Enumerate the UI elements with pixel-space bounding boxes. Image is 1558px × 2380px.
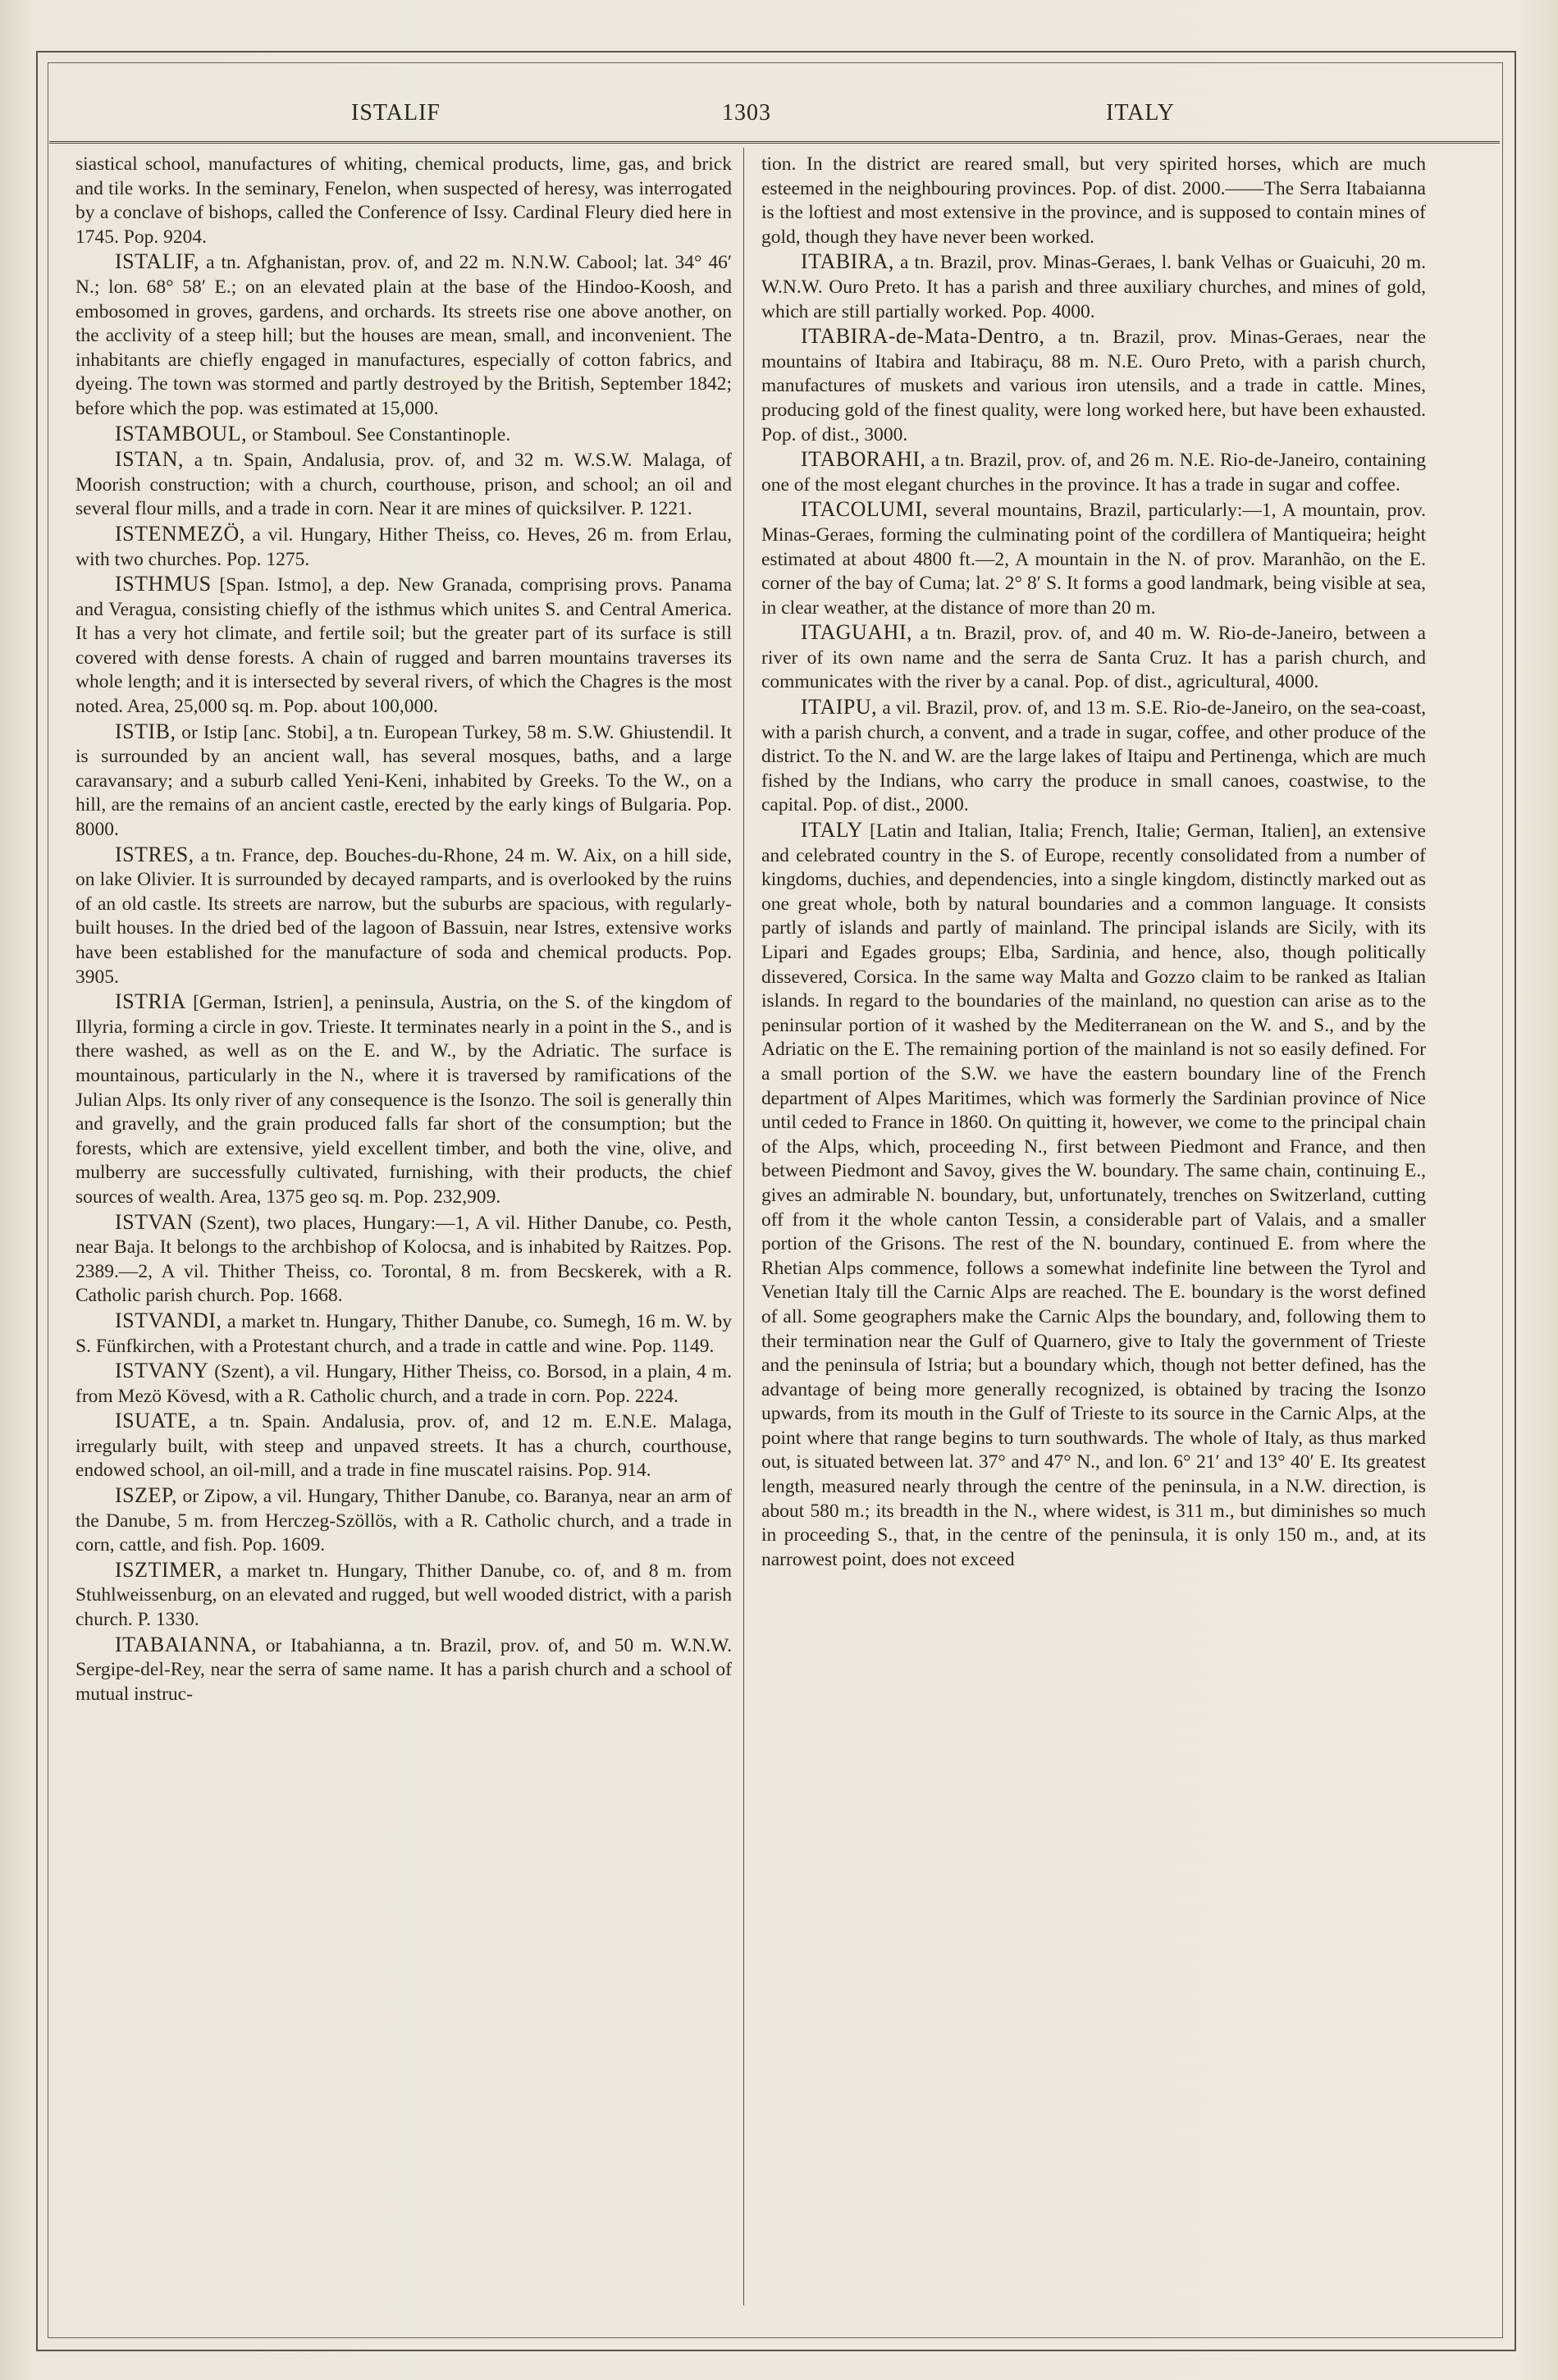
entry — [761, 497, 1426, 620]
running-header — [48, 92, 1501, 135]
entry-headword: ITABAIANNA, — [115, 1632, 258, 1656]
entry — [75, 719, 732, 843]
entry-text: a market tn. Hungary, Thither Danube, co. of, and 8 m. from Stuhlweissenburg, on an elevated and rugged, but well wooded district, with a parish church. P. 1330. — [75, 1560, 732, 1631]
entry-text: tion. In the district are reared small, but very spirited horses, which are much esteemed in the neighbouring provinces. Pop. of dist. 2000.——The Serra Itabaianna is the loftiest and most extensive in the province, and is supposed to contain mines of gold, though they have never been worked. — [761, 153, 1426, 248]
entry-text: (Szent), a vil. Hungary, Hither Theiss, co. Borsod, in a plain, 4 m. from Mezö Kövesd, with a R. Catholic church, and a trade in corn. Pop. 2224. — [75, 1361, 732, 1407]
entry — [75, 1309, 732, 1359]
entry — [75, 1483, 732, 1558]
entry-headword: ITABIRA, — [801, 249, 894, 274]
entry — [75, 1558, 732, 1633]
entry-text: a tn. Spain. Andalusia, prov. of, and 12 m. E.N.E. Malaga, irregularly built, with steep and unpaved streets. It has a church, courthouse, endowed school, an oil-mill, and a trade in fine muscatel raisins. Pop. 914. — [75, 1411, 732, 1482]
entry — [75, 522, 732, 572]
entry — [75, 989, 732, 1209]
page-number: 1303 — [722, 100, 771, 126]
entry-headword: ITABIRA-de-Mata-Dentro, — [801, 324, 1045, 349]
entry-text: [Latin and Italian, Italia; French, Italie; German, Italien], an extensive and celebrated country in the S. of Europe, recently consolidated from a number of kingdoms, duchies, and dependencies, into a single kingdom, distinctly marked out as one great whole, both by natural boundaries and a common language. It consists partly of islands and partly of mainland. The principal islands are Sicily, with its Lipari and Egades groups; Elba, Sardinia, and hence, also, though politically dissevered, Corsica. In the same way Malta and Gozzo claim to be ranked as Italian islands. In regard to the boundaries of the mainland, no question can arise as to the peninsular portion of it washed by the Mediterranean on the W. and S., and by the Adriatic on the E. The remaining portion of the mainland is not so easily defined. For a small portion of the S.W. we have the eastern boundary line of the French department of Alpes Maritimes, which was formerly the Sardinian province of Nice until ceded to France in 1860. On quitting it, however, we come to the principal chain of the Alps, which, proceeding N., first between Piedmont and France, and then between Piedmont and Savoy, gives the W. boundary. The same chain, continuing E., gives an admirable N. boundary, but, unfortunately, trenches on Switzerland, cutting off from it the whole canton Tessin, a considerable part of Valais, and a smaller portion of the Grisons. The rest of the N. boundary, continued E. from where the Rhetian Alps commence, follows a somewhat indefinite line between the Tyrol and Venetian Italy till the Carnic Alps are reached. The E. boundary is the worst defined of all. Some geographers make the Carnic Alps the boundary, and, following them to their termination near the Gulf of Quarnero, give to Italy the government of Trieste and the peninsula of Istria; but a boundary which, though not better defined, has the advantage of being more generally recognized, is obtained by tracing the Isonzo upwards, from its mouth in the Gulf of Trieste to its source in the Carnic Alps, at the point where that range begins to turn southwards. The whole of Italy, as thus marked out, is situated between lat. 37° and 47° N., and lon. 6° 21′ and 13° 40′ E. Its greatest length, measured nearly through the centre of the peninsula, in a N.W. direction, is about 580 m.; its breadth in the N., where widest, is 311 m., but diminishes so much in proceeding S., that, in the centre of the peninsula, it is only 150 m., and, at its narrowest point, does not exceed — [761, 820, 1426, 1570]
entry — [75, 1359, 732, 1409]
entry-text: a tn. Brazil, prov. of, and 40 m. W. Rio-de-Janeiro, between a river of its own name and the serra de Santa Cruz. It has a parish church, and communicates with the river by a canal. Pop. of dist., agricultural, 4000. — [761, 623, 1426, 693]
entry-headword: ISZEP, — [115, 1483, 177, 1508]
entry-headword: ISUATE, — [115, 1409, 197, 1433]
entry — [761, 818, 1426, 1572]
entry — [75, 843, 732, 990]
entry-headword: ISTVAN — [115, 1209, 193, 1234]
entry-text: a tn. Brazil, prov. of, and 26 m. N.E. Rio-de-Janeiro, containing one of the most elegant churches in the province. It has a trade in sugar and coffee. — [761, 450, 1426, 496]
entry — [761, 620, 1426, 695]
entry-headword: ISTENMEZÖ, — [115, 521, 245, 546]
entry — [75, 572, 732, 719]
entry-headword: ITABORAHI, — [801, 447, 926, 472]
entry-text: a market tn. Hungary, Thither Danube, co. Sumegh, 16 m. W. by S. Fünfkirchen, with a Protestant church, and a trade in cattle and wine. Pop. 1149. — [75, 1310, 732, 1357]
entry — [761, 249, 1426, 324]
entry-headword: ISTALIF, — [115, 249, 200, 274]
entry-headword: ISTIB, — [115, 719, 176, 743]
entry-headword: ISTVANY — [115, 1359, 209, 1383]
entry-text: several mountains, Brazil, particularly:—1, A mountain, prov. Minas-Geraes, forming the culminating point of the cordillera of Mantiqueira; height estimated at about 4800 ft.—2, A mountain in the N. of prov. Maranhão, on the E. corner of the bay of Cuma; lat. 2° 8′ S. It forms a good landmark, being visible at sea, in clear weather, at the distance of more than 20 m. — [761, 500, 1426, 619]
left-column — [75, 153, 732, 1706]
header-left-guide-word: ISTALIF — [351, 100, 441, 126]
entry-text: (Szent), two places, Hungary:—1, A vil. Hither Danube, co. Pesth, near Baja. It belongs to the archbishop of Kolocsa, and is inhabited by Raitzes. Pop. 2389.—2, A vil. Thither Theiss, co. Torontal, 8 m. from Becskerek, with a R. Catholic parish church. Pop. 1668. — [75, 1212, 732, 1307]
entry-text: a tn. Afghanistan, prov. of, and 22 m. N.N.W. Cabool; lat. 34° 46′ N.; lon. 68° 58′ E.; on an elevated plain at the base of the Hindoo-Koosh, and embosomed in groves, gardens, and orchards. Its streets rise one above another, on the acclivity of a steep hill; but the houses are mean, small, and inconvenient. The inhabitants are chiefly engaged in manufactures, especially of cotton fabrics, and dyeing. The town was stormed and partly destroyed by the British, September 1842; before which the pop. was estimated at 15,000. — [75, 252, 732, 419]
entry — [75, 422, 732, 448]
entry-headword: ISTRES, — [115, 842, 194, 866]
entry-headword: ISZTIMER, — [115, 1557, 222, 1582]
entry-text: a tn. Spain, Andalusia, prov. of, and 32 m. W.S.W. Malaga, of Moorish construction; with a church, courthouse, prison, and school; an oil and several flour mills, and a trade in corn. Near it are mines of quicksilver. P. 1221. — [75, 450, 732, 520]
entry-text: siastical school, manufactures of whiting, chemical products, lime, gas, and brick and tile works. In the seminary, Fenelon, when suspected of heresy, was interrogated by a conclave of bishops, called the Conference of Issy. Cardinal Fleury died here in 1745. Pop. 9204. — [75, 153, 732, 248]
entry-headword: ISTHMUS — [115, 572, 212, 596]
entry-headword: ISTAMBOUL, — [115, 421, 248, 445]
entry — [75, 1409, 732, 1483]
entry-headword: ISTRIA — [115, 989, 186, 1014]
entry — [75, 1210, 732, 1309]
entry — [761, 447, 1426, 497]
entry-text: or Zipow, a vil. Hungary, Thither Danube, co. Baranya, near an arm of the Danube, 5 m. from Herczeg-Szöllös, with a R. Catholic church, and a trade in corn, cattle, and fish. Pop. 1609. — [75, 1486, 732, 1556]
entry-text: or Istip [anc. Stobi], a tn. European Turkey, 58 m. S.W. Ghiustendil. It is surrounded by an ancient wall, has several mosques, baths, and a large caravansary; and a suburb called Yeni-Keni, inhabited by Greeks. To the W., on a hill, are the remains of an ancient castle, erected by the early kings of Bulgaria. Pop. 8000. — [75, 721, 732, 841]
entry-headword: ITAIPU, — [801, 695, 878, 719]
entry-text: or Itabahianna, a tn. Brazil, prov. of, and 50 m. W.N.W. Sergipe-del-Rey, near the serra of same name. It has a parish church and a school of mutual instruc- — [75, 1634, 732, 1705]
entry — [761, 324, 1426, 447]
entry-text: a tn. Brazil, prov. Minas-Geraes, l. bank Velhas or Guaicuhi, 20 m. W.N.W. Ouro Preto. It has a parish and three auxiliary churches, and mines of gold, which are still partially worked. Pop. 4000. — [761, 252, 1426, 322]
right-column — [761, 153, 1426, 1572]
entry-headword: ITALY — [801, 818, 863, 843]
entry-text: a vil. Brazil, prov. of, and 13 m. S.E. Rio-de-Janeiro, on the sea-coast, with a parish church, a convent, and a trade in sugar, coffee, and other produce of the district. To the N. and W. are the large lakes of Itaipu and Pertinenga, which are much fished by the Indians, who carry the produce in small canoes, coastwise, to the capital. Pop. of dist., 2000. — [761, 697, 1426, 816]
entry-headword: ITAGUAHI, — [801, 620, 912, 645]
entry-text: a tn. France, dep. Bouches-du-Rhone, 24 m. W. Aix, on a hill side, on lake Olivier. It is surrounded by decayed ramparts, and is overlooked by the ruins of an old castle. Its streets are narrow, but the suburbs are spacious, with regularly-built houses. In the dried bed of the lagoon of Bassuin, near Istres, extensive works have been established for the manufacture of soda and chemical products. Pop. 3905. — [75, 844, 732, 988]
entry-text: or Stamboul. See Constantinople. — [247, 423, 511, 445]
entry — [75, 249, 732, 421]
entry-text: [German, Istrien], a peninsula, Austria, on the S. of the kingdom of Illyria, forming a circle in gov. Trieste. It terminates nearly in a point in the S., and is there washed, as well as on the E. and W., by the Adriatic. The surface is mountainous, particularly in the N., where it is traversed by ramifications of the Julian Alps. Its only river of any consequence is the Isonzo. The soil is generally thin and gravelly, and the grain produced falls far short of the consumption; but the forests, which are extensive, yield excellent timber, and both the vine, olive, and mulberry are successfully cultivated, furnishing, with their products, the chief sources of wealth. Area, 1375 geo sq. m. Pop. 232,909. — [75, 992, 732, 1208]
entry-text: a vil. Hungary, Hither Theiss, co. Heves, 26 m. from Erlau, with two churches. Pop. 1275. — [75, 523, 732, 570]
entry-text: [Span. Istmo], a dep. New Granada, comprising provs. Panama and Veragua, consisting chiefly of the isthmus which unites S. and Central America. It has a very hot climate, and fertile soil; but the greater part of its surface is still covered with dense forests. A chain of rugged and barren mountains traverses its whole length; and it is intersected by several rivers, of which the Chagres is the most noted. Area, 25,000 sq. m. Pop. about 100,000. — [75, 574, 732, 718]
entry — [75, 153, 732, 249]
entry — [75, 447, 732, 522]
entry — [761, 153, 1426, 249]
entry-headword: ISTVANDI, — [115, 1308, 222, 1332]
entry — [761, 695, 1426, 818]
header-right-guide-word: ITALY — [1106, 100, 1175, 126]
entry-headword: ISTAN, — [115, 447, 184, 472]
entry-headword: ITACOLUMI, — [801, 497, 929, 522]
entry-text: a tn. Brazil, prov. Minas-Geraes, near the mountains of Itabira and Itabiraçu, 88 m. N.E. Ouro Preto, with a parish church, manufactures of muskets and various iron utensils, and a trade in cattle. Mines, producing gold of the finest quality, were long worked here, but have been exhausted. Pop. of dist., 3000. — [761, 327, 1426, 445]
column-divider — [743, 148, 744, 2305]
entry — [75, 1633, 732, 1707]
header-rule — [49, 141, 1500, 144]
